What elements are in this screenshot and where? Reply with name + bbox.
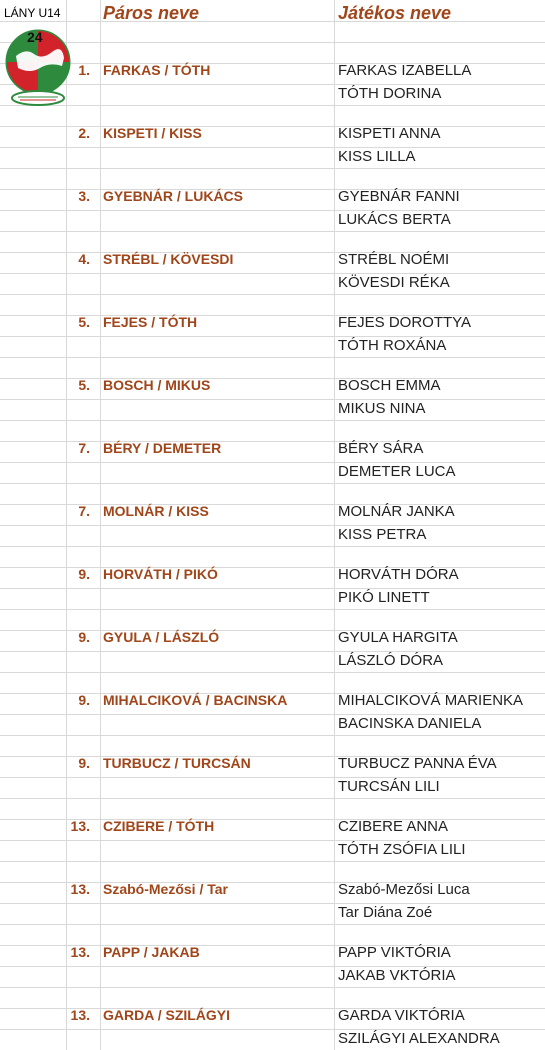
row-gridline [0, 399, 545, 400]
player-name-cell: KISS PETRA [338, 526, 427, 543]
rank-cell: 5. [78, 314, 90, 330]
pair-name-cell: TURBUCZ / TURCSÁN [103, 755, 251, 771]
column-gridline [100, 0, 101, 1050]
player-name-cell: SZILÁGYI ALEXANDRA [338, 1030, 500, 1047]
rank-cell: 9. [78, 566, 90, 582]
row-gridline [0, 420, 545, 421]
row-gridline [0, 903, 545, 904]
player-name-cell: TÓTH DORINA [338, 85, 442, 102]
pair-name-cell: KISPETI / KISS [103, 125, 202, 141]
pair-name-cell: PAPP / JAKAB [103, 944, 200, 960]
rank-cell: 5. [78, 377, 90, 393]
rank-cell: 9. [78, 692, 90, 708]
pair-name-cell: BOSCH / MIKUS [103, 377, 211, 393]
row-gridline [0, 924, 545, 925]
row-gridline [0, 777, 545, 778]
row-gridline [0, 147, 545, 148]
row-gridline [0, 525, 545, 526]
player-name-cell: STRÉBL NOÉMI [338, 251, 450, 268]
rank-cell: 13. [70, 944, 90, 960]
row-gridline [0, 294, 545, 295]
row-gridline [0, 861, 545, 862]
row-gridline [0, 336, 545, 337]
row-gridline [0, 231, 545, 232]
row-gridline [0, 735, 545, 736]
player-name-cell: TÓTH ROXÁNA [338, 337, 447, 354]
row-gridline [0, 987, 545, 988]
player-name-cell: FEJES DOROTTYA [338, 314, 472, 331]
row-gridline [0, 105, 545, 106]
pair-name-cell: CZIBERE / TÓTH [103, 818, 215, 834]
row-gridline [0, 609, 545, 610]
player-name-cell: JAKAB VKTÓRIA [338, 967, 456, 984]
player-name-cell: MIKUS NINA [338, 400, 426, 417]
rank-cell: 13. [70, 818, 90, 834]
player-name-cell: Szabó-Mezősi Luca [338, 881, 470, 898]
rank-cell: 9. [78, 755, 90, 771]
player-name-cell: CZIBERE ANNA [338, 818, 449, 835]
pair-name-cell: MIHALCIKOVÁ / BACINSKA [103, 692, 288, 708]
row-gridline [0, 273, 545, 274]
rank-cell: 13. [70, 1007, 90, 1023]
player-name-cell: BÉRY SÁRA [338, 440, 424, 457]
row-gridline [0, 42, 545, 43]
pair-name-cell: GARDA / SZILÁGYI [103, 1007, 231, 1023]
rank-cell: 1. [78, 62, 90, 78]
row-gridline [0, 168, 545, 169]
player-name-cell: MOLNÁR JANKA [338, 503, 455, 520]
pair-name-cell: GYEBNÁR / LUKÁCS [103, 188, 244, 204]
pair-name-cell: STRÉBL / KÖVESDI [103, 251, 234, 267]
player-name-cell: TURCSÁN LILI [338, 778, 440, 795]
club-logo-icon [4, 22, 72, 108]
row-gridline [0, 588, 545, 589]
player-name-cell: DEMETER LUCA [338, 463, 456, 480]
rank-cell: 13. [70, 881, 90, 897]
rank-cell: 9. [78, 629, 90, 645]
corner-label: LÁNY U14 [4, 6, 61, 20]
rank-cell: 7. [78, 503, 90, 519]
row-gridline [0, 357, 545, 358]
pair-name-cell: MOLNÁR / KISS [103, 503, 209, 519]
pair-name-cell: FEJES / TÓTH [103, 314, 198, 330]
player-name-cell: KISS LILLA [338, 148, 416, 165]
row-gridline [0, 210, 545, 211]
header-pair-name: Páros neve [103, 3, 200, 23]
player-name-cell: MIHALCIKOVÁ MARIENKA [338, 692, 524, 709]
row-gridline [0, 546, 545, 547]
player-name-cell: TURBUCZ PANNA ÉVA [338, 755, 497, 772]
column-gridline [334, 0, 335, 1050]
rank-cell: 4. [78, 251, 90, 267]
rank-cell: 2. [78, 125, 90, 141]
rank-cell: 3. [78, 188, 90, 204]
player-name-cell: BOSCH EMMA [338, 377, 441, 394]
player-name-cell: KÖVESDI RÉKA [338, 274, 450, 291]
row-gridline [0, 798, 545, 799]
player-name-cell: GYULA HARGITA [338, 629, 458, 646]
pair-name-cell: BÉRY / DEMETER [103, 440, 222, 456]
player-name-cell: LÁSZLÓ DÓRA [338, 652, 444, 669]
pair-name-cell: FARKAS / TÓTH [103, 62, 211, 78]
row-gridline [0, 21, 545, 22]
player-name-cell: PAPP VIKTÓRIA [338, 944, 451, 961]
pair-name-cell: Szabó-Mezősi / Tar [103, 881, 228, 897]
player-name-cell: PIKÓ LINETT [338, 589, 430, 606]
player-name-cell: FARKAS IZABELLA [338, 62, 472, 79]
row-gridline [0, 84, 545, 85]
player-name-cell: GARDA VIKTÓRIA [338, 1007, 465, 1024]
player-name-cell: HORVÁTH DÓRA [338, 566, 459, 583]
pair-name-cell: GYULA / LÁSZLÓ [103, 629, 220, 645]
row-gridline [0, 483, 545, 484]
header-player-name: Játékos neve [338, 3, 452, 23]
row-gridline [0, 672, 545, 673]
player-name-cell: KISPETI ANNA [338, 125, 441, 142]
row-gridline [0, 651, 545, 652]
pair-name-cell: HORVÁTH / PIKÓ [103, 566, 218, 582]
row-gridline [0, 462, 545, 463]
player-name-cell: TÓTH ZSÓFIA LILI [338, 841, 466, 858]
player-name-cell: GYEBNÁR FANNI [338, 188, 460, 205]
row-gridline [0, 966, 545, 967]
rank-cell: 7. [78, 440, 90, 456]
svg-text:24: 24 [27, 29, 43, 45]
player-name-cell: Tar Diána Zoé [338, 904, 433, 921]
player-name-cell: LUKÁCS BERTA [338, 211, 451, 228]
player-name-cell: BACINSKA DANIELA [338, 715, 482, 732]
